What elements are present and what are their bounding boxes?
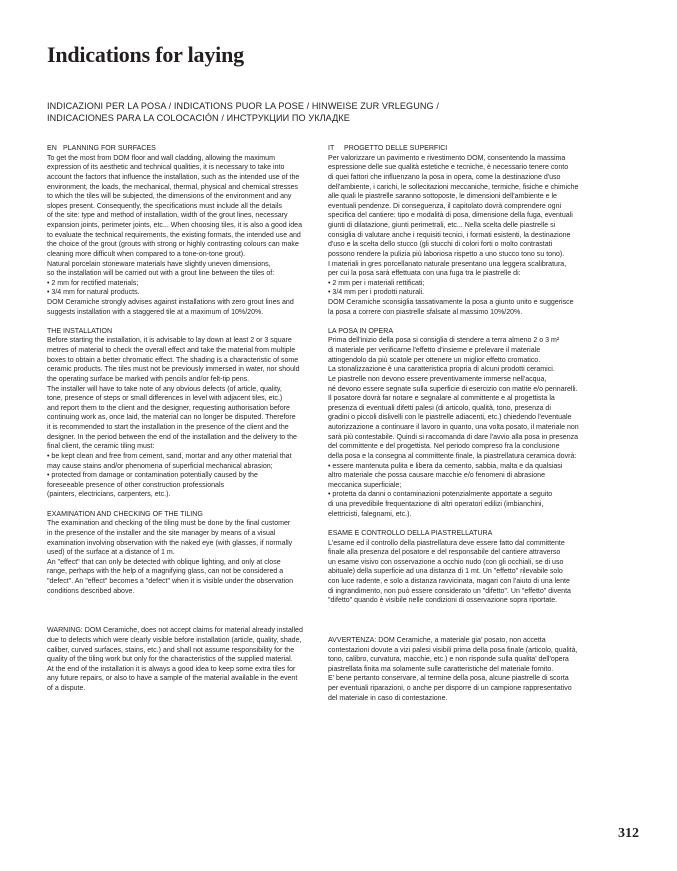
text-line: • 2 mm per i materiali rettificati; <box>328 279 425 287</box>
text-line: to which the tiles will be subjected, the dimensions of the environment and any <box>47 193 292 201</box>
text-line: autorizzazione a continuare il lavoro in quanto, una volta posato, il materiale non <box>328 424 579 432</box>
en-warning-first-line <box>47 626 315 636</box>
text-line: presenza di eventuali difetti palesi (di articolo, qualità, tono, presenza di <box>328 404 551 412</box>
it-warning-body <box>328 646 620 704</box>
text-line: piastrellata finita ma solamente sulle caratteristiche del materiale fornito. <box>328 665 554 673</box>
heading-text: PROGETTO DELLE SUPERFICI <box>344 145 448 152</box>
text-line: • 3/4 mm for natural products. <box>47 289 140 297</box>
text-line: "defect". An "effect" becomes a "defect" when it is visible under the observation <box>47 578 293 586</box>
text-line: examination involving observation with the naked eye (with glasses, if normally <box>47 539 293 547</box>
en-examination-body <box>47 519 315 596</box>
text-line: eventuali pendenze. Di conseguenza, il capitolato dovrà comprendere ogni <box>328 202 562 210</box>
text-line: consiglia di valutare anche i requisiti tecnici, i formati esistenti, la destinazione <box>328 231 571 239</box>
text-line: • protetta da danni o contaminazioni potenzialmente apportate a seguito <box>328 491 553 499</box>
text-line: per cui la posa sarà effettuata con una fuga tra le piastrelle di: <box>328 270 521 278</box>
text-line: of a dispute. <box>47 685 86 693</box>
text-line: finale alla presenza del posatore e del responsabile del cantiere attraverso <box>328 549 561 557</box>
text-line: del committente e del progettista. Nel periodo compreso fra la conclusione <box>328 443 560 451</box>
text-line: del materiale in caso di contestazione. <box>328 694 448 702</box>
text-line: • 2 mm for rectified materials; <box>47 279 139 287</box>
text-line: giunti di dilatazione, giunti perimetrali, etc... Nella scelta delle piastrelle si <box>328 222 556 229</box>
warning-text: DOM Ceramiche, a materiale gia' posato, non accetta <box>376 636 546 644</box>
text-line: range, perhaps with the help of a magnifying glass, can not be considered a <box>47 568 284 576</box>
warning-label: AVVERTENZA: <box>328 636 377 644</box>
subtitle-line: INDICACIONES PARA LA COLOCACIÓN / ИНСТРУКЦИИ ПО УКЛАДКЕ <box>47 112 350 123</box>
text-line: tono, calibro, curvatura, macchie, etc.) e non risponde sulla qualita' dell'opera <box>328 656 569 664</box>
it-examination-body <box>328 539 620 606</box>
text-line: designer. In the period between the end of the installation and the delivery to the <box>47 433 297 441</box>
text-line: per eventuali riparazioni, o anche per disporre di un campione rappresentativo <box>328 685 572 693</box>
it-planning-heading <box>328 144 620 154</box>
text-line: di ingrandimento, non può essere considerato un "difetto". Un "effetto" diventa <box>328 587 571 595</box>
text-line: "difetto" quando è visibile nelle condizioni di osservazione sopra riportate. <box>328 597 558 605</box>
en-planning-heading <box>47 144 315 154</box>
text-line: the choice of the grout (grouts with strong or highly contrasting colours can make <box>47 241 299 249</box>
language-code-en: EN <box>47 145 57 152</box>
text-line: continuing work as, once laid, the material can no longer be disputed. Therefore <box>47 414 296 422</box>
text-line: né devono essere segnate sulla superficie di esercizio con matite e/o pennarelli. <box>328 385 578 393</box>
text-line: DOM Ceramiche strongly advises against installations with zero grout lines and <box>47 299 294 306</box>
en-planning-body <box>47 154 315 318</box>
text-line: slopes present. Consequently, the specifications must include all the details <box>47 202 282 210</box>
text-line: Before starting the installation, it is advisable to lay down at least 2 or 3 square <box>47 337 292 345</box>
text-line: conditions described above. <box>47 587 135 595</box>
it-installation-heading: LA POSA IN OPERA <box>328 327 394 335</box>
text-line: any future repairs, or also to have a sample of the material available in the event <box>47 675 298 683</box>
it-warning-first-line <box>328 636 620 646</box>
page-title: Indications for laying <box>47 42 244 67</box>
text-line: An "effect" that can only be detected with oblique lighting, and only at close <box>47 558 281 566</box>
text-line: cleaning more difficult when compared to a tone-on-tone grout). <box>47 250 246 258</box>
text-line: Prima dell'inizio della posa si consiglia di stendere a terra almeno 2 o 3 m² <box>328 337 560 345</box>
text-line: foreseeable presence of other construction professionals <box>47 481 225 489</box>
warning-label: WARNING: <box>47 627 83 635</box>
heading-text: PLANNING FOR SURFACES <box>63 145 156 152</box>
page-number: 312 <box>618 826 639 841</box>
english-column <box>47 144 315 694</box>
text-line: may cause stains and/or phenomena of superficial mechanical abrasion; <box>47 462 273 470</box>
text-line: suggests installation with a staggered tile at a maximum of 10%/20%. <box>47 308 264 316</box>
text-line: (painters, electricians, carpenters, etc.). <box>47 491 171 499</box>
text-line: E' bene pertanto conservare, al termine della posa, alcune piastrelle di scorta <box>328 675 569 683</box>
text-line: due to defects which were clearly visible before installation (article, quality, shade, <box>47 636 302 644</box>
text-line: sarà più contestabile. Quindi si raccomanda di dare l'avvio alla posa in presenza <box>328 433 579 441</box>
text-line: la posa a correre con piastrelle sfalsate al massimo 10%/20%. <box>328 308 523 316</box>
text-line: elettricisti, falegnami, etc.). <box>328 510 412 518</box>
text-line: The examination and checking of the tiling must be done by the final customer <box>47 520 291 528</box>
text-line: con luce radente, e solo a distanza ravvicinata, magari con l'aiuto di una lente <box>328 578 570 586</box>
text-line: ceramic products. The tiles must not be previously immersed in water, nor should <box>47 366 300 374</box>
text-line: to evaluate the technical requirements, the existing formats, the intended use and <box>47 231 301 239</box>
text-line: so the installation will be carried out with a grout line between the tiles of: <box>47 270 275 278</box>
text-line: meccanica superficiale; <box>328 481 402 489</box>
text-line: Il posatore dovrà far notare e segnalare al committente e al progettista la <box>328 395 555 403</box>
text-line: expression of its aesthetic and technical qualities, it is necessary to take into <box>47 164 285 172</box>
text-line: alle quali le piastrelle saranno sottoposte, le dimensioni dell'ambiente e le <box>328 193 557 201</box>
en-installation-heading: THE INSTALLATION <box>47 327 113 335</box>
text-line: attingendolo da più scatole per ottenere un miglior effetto cromatico. <box>328 356 541 364</box>
text-line: L'esame ed il controllo della piastrellatura deve essere fatto dal committente <box>328 539 565 547</box>
italian-column <box>328 144 620 703</box>
text-line: • protected from damage or contamination potentially caused by the <box>47 472 258 480</box>
text-line: DOM Ceramiche sconsiglia tassativamente la posa a giunto unito e suggerisce <box>328 299 574 306</box>
text-line: un esame visivo con osservazione a occhio nudo (con gli occhiali, se di uso <box>328 558 564 566</box>
text-line: Natural porcelain stoneware materials have slightly uneven dimensions, <box>47 260 271 268</box>
text-line: Le piastrelle non devono essere preventivamente immerse nell'acqua, <box>328 375 547 383</box>
text-line: specifica del cantiere: tipo e modalità di posa, dimensione della fuga, eventuali <box>328 212 573 220</box>
text-line: The installer will have to take note of any obvious defects (of article, quality, <box>47 385 282 393</box>
text-line: account the factors that influence the installation, such as the intended use of the <box>47 173 300 181</box>
text-line: in the presence of the installer and the site manager by means of a visual <box>47 529 276 537</box>
text-line: dell'ambiente, i carichi, le sollecitazioni meccaniche, termiche, fisiche e chimiche <box>328 183 579 191</box>
text-line: contestazioni dovute a vizi palesi visibili prima della posa finale (articolo, qualità, <box>328 646 578 654</box>
text-line: di quei fattori che influenzano la posa in opera, come la destinazione d'uso <box>328 173 561 181</box>
text-line: Per valorizzare un pavimento e rivestimento DOM, consentendo la massima <box>328 154 566 162</box>
text-line: di materiale per verificarne l'effetto d'insieme e prelevare il materiale <box>328 347 541 355</box>
it-installation-body <box>328 336 620 519</box>
en-examination-heading: EXAMINATION AND CHECKING OF THE TILING <box>47 510 203 518</box>
text-line: metres of material to check the overall effect and take the material from multiple <box>47 347 296 355</box>
text-line: gradini o piccoli dislivelli con le piastrelle adiacenti, etc.) chiedendo l'eventuale <box>328 414 572 422</box>
text-line: abituale) della superficie ad una distanza di 1 mt. Un "effetto" rilevabile solo <box>328 568 563 576</box>
en-installation-body <box>47 336 315 500</box>
warning-text: DOM Ceramiche, does not accept claims for material already installed <box>82 627 303 635</box>
text-line: La stonalizzazione è una caratteristica propria di alcuni prodotti ceramici. <box>328 366 555 374</box>
text-line: caliber, curved surfaces, stains, etc.) and shall not assume responsibility for the <box>47 646 295 654</box>
text-line: altro materiale che possa causare macchie e/o fenomeni di abrasione <box>328 472 546 480</box>
it-examination-heading: ESAME E CONTROLLO DELLA PIASTRELLATURA <box>328 529 493 537</box>
text-line: d'uso e la scelta dello stucco (gli stucchi di colori forti o molto contrastati <box>328 241 553 249</box>
subtitle-line: INDICAZIONI PER LA POSA / INDICATIONS PUOR LA POSE / HINWEISE ZUR VRLEGUNG / <box>47 101 439 111</box>
text-line: • essere mantenuta pulita e libera da cemento, sabbia, malta e da qualsiasi <box>328 462 563 470</box>
text-line: At the end of the installation it is always a good idea to keep some extra tiles for <box>47 665 296 673</box>
text-line: expansion joints, perimeter joints, etc... When choosing tiles, it is also a good idea <box>47 222 302 229</box>
language-subtitle <box>47 101 627 124</box>
text-line: final client, the ceramic tiling must: <box>47 443 155 451</box>
text-line: and report them to the client and the designer, requesting authorisation before <box>47 404 290 412</box>
text-line: espressione delle sue qualità estetiche e tecniche, è necessario tenere conto <box>328 164 569 172</box>
text-line: the operating surface be marked with pencils and/or felt-tip pens. <box>47 375 250 383</box>
text-line: I materiali in gres porcellanato naturale presentano una leggera scalibratura, <box>328 260 567 268</box>
text-line: it is recommended to start the installation in the presence of the client and the <box>47 424 289 432</box>
en-warning-body <box>47 636 315 694</box>
text-line: della posa e la consegna al committente finale, la piastrellatura ceramica dovrà: <box>328 452 577 460</box>
text-line: di una prevedibile frequentazione di altri operatori edilizi (imbianchini, <box>328 501 544 509</box>
language-code-it: IT <box>328 145 335 152</box>
text-line: used) of the surface at a distance of 1 m. <box>47 549 175 557</box>
text-line: • 3/4 mm per i prodotti naturali. <box>328 289 425 297</box>
text-line: quality of the tiling work but only for the characteristics of the supplied material. <box>47 656 293 664</box>
text-line: possono rendere la pulizia più laboriosa rispetto a uno stucco tono su tono). <box>328 250 565 258</box>
text-line: To get the most from DOM floor and wall cladding, allowing the maximum <box>47 154 275 162</box>
text-line: boxes to obtain a better chromatic effect. The shading is a characteristic of some <box>47 356 299 364</box>
text-line: • be kept clean and free from cement, sand, mortar and any other material that <box>47 452 292 460</box>
it-planning-body <box>328 154 620 318</box>
text-line: tone, presence of steps or small differences in level with adjacent tiles, etc.) <box>47 395 283 403</box>
text-line: environment, the loads, the mechanical, thermal, physical and chemical stresses <box>47 183 299 191</box>
text-line: of the site: type and method of installation, width of the grout lines, necessary <box>47 212 288 220</box>
